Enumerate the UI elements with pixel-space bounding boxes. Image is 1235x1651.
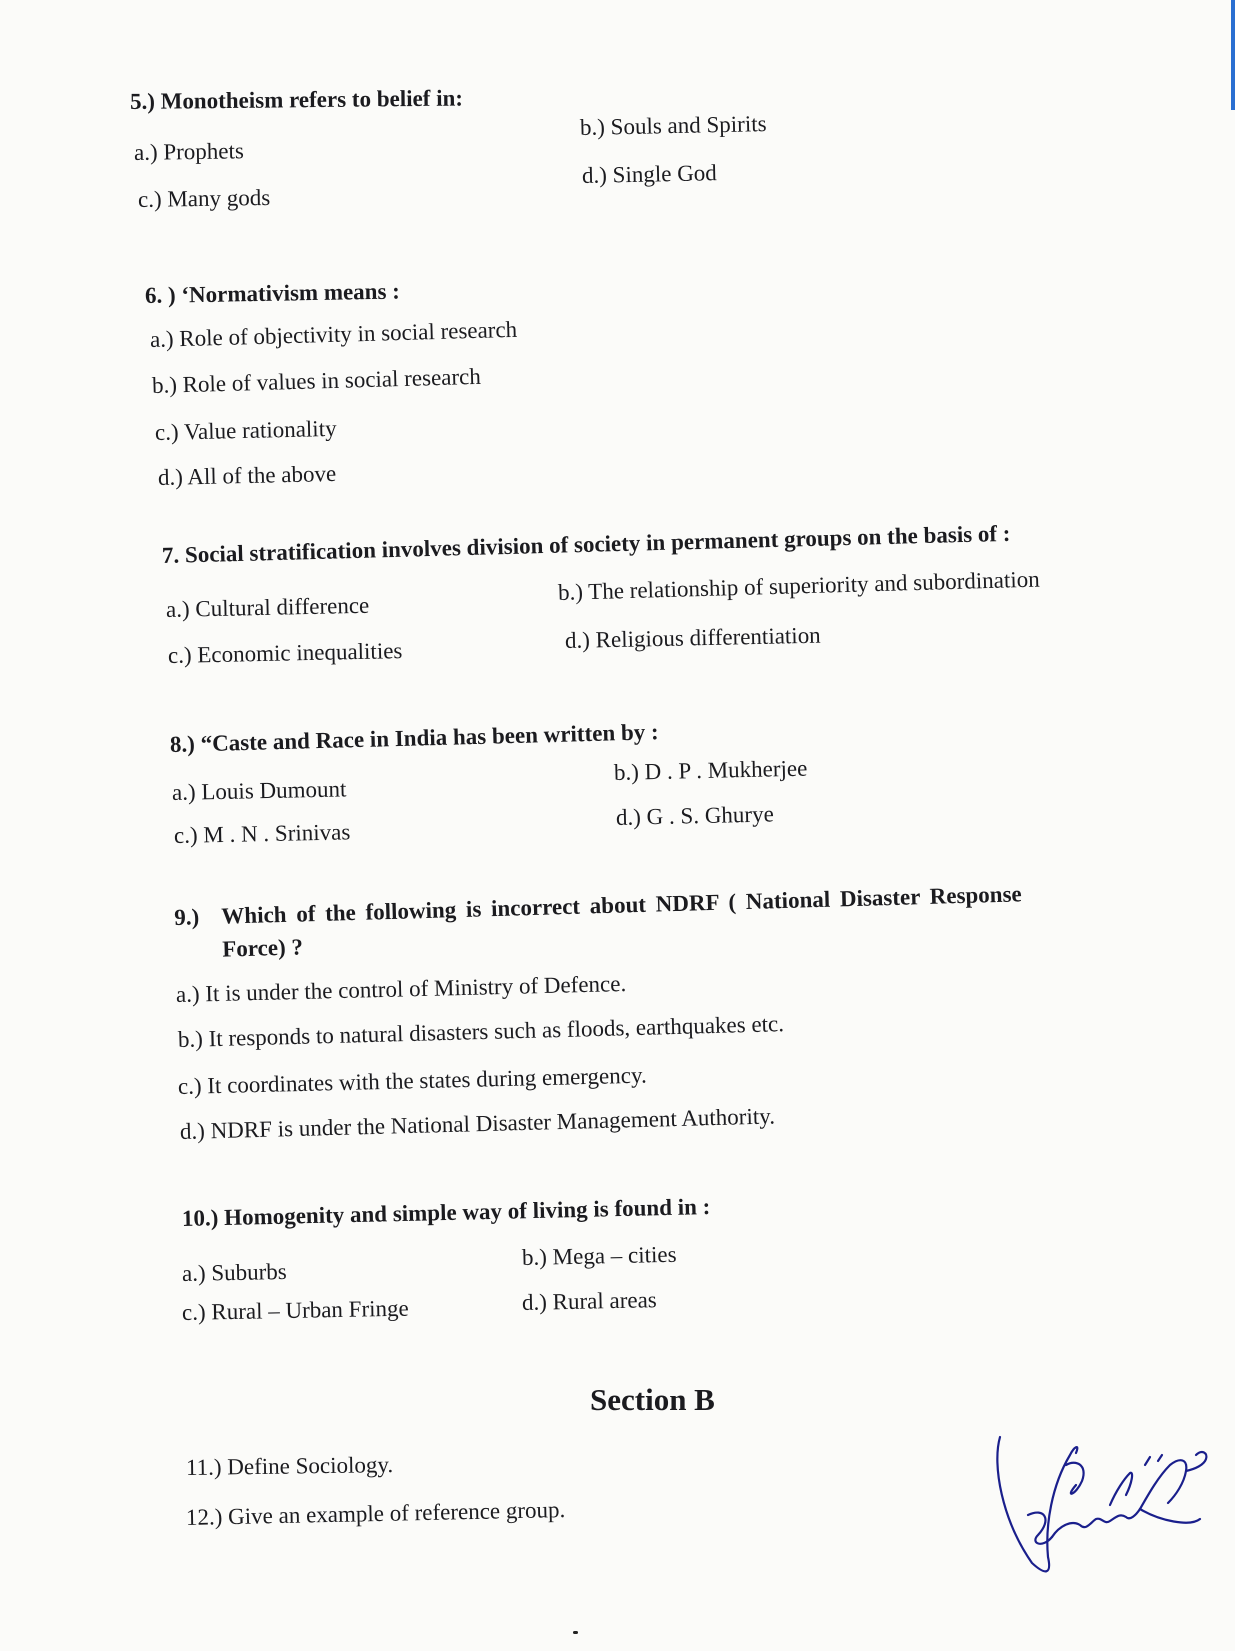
question-10-option-a: a.) Suburbs: [181, 1258, 287, 1286]
question-10-option-b: b.) Mega – cities: [521, 1241, 677, 1270]
question-5-option-b: b.) Souls and Spirits: [579, 111, 767, 140]
question-9-number: 9.): [174, 904, 200, 930]
question-5-option-a: a.) Prophets: [133, 138, 245, 165]
question-9-text-line-2: Force) ?: [221, 934, 304, 962]
section-b-title: Section B: [590, 1382, 715, 1417]
question-6: 6. ) ‘Normativism means :: [144, 278, 401, 308]
question-7: 7. Social stratification involves division of society in permanent groups on the basis of :: [161, 520, 1011, 568]
question-5-option-c: c.) Many gods: [137, 184, 271, 212]
question-6-option-c: c.) Value rationality: [154, 415, 337, 445]
question-8: 8.) “Caste and Race in India has been written by :: [169, 719, 659, 757]
question-9-option-d: d.) NDRF is under the National Disaster Management Authority.: [179, 1103, 776, 1144]
question-10-option-d: d.) Rural areas: [521, 1287, 657, 1315]
question-10: 10.) Homogenity and simple way of living is found in :: [181, 1194, 711, 1231]
question-8-option-d: d.) G . S. Ghurye: [615, 801, 775, 830]
question-7-option-b: b.) The relationship of superiority and subordination: [557, 566, 1040, 605]
question-9-option-b: b.) It responds to natural disasters such as floods, earthquakes etc.: [177, 1011, 785, 1052]
question-10-option-c: c.) Rural – Urban Fringe: [181, 1295, 409, 1325]
question-8-option-c: c.) M . N . Srinivas: [173, 819, 351, 848]
question-5-option-d: d.) Single God: [581, 160, 718, 188]
question-5: 5.) Monotheism refers to belief in:: [129, 85, 464, 114]
signature: [990, 1425, 1210, 1580]
question-7-option-c: c.) Economic inequalities: [167, 638, 403, 668]
question-8-option-a: a.) Louis Dumount: [171, 776, 347, 805]
question-11: 11.) Define Sociology.: [185, 1452, 394, 1480]
question-8-option-b: b.) D . P . Mukherjee: [613, 755, 808, 785]
question-12: 12.) Give an example of reference group.: [185, 1497, 566, 1530]
question-9-option-a: a.) It is under the control of Ministry of Defence.: [175, 971, 627, 1007]
question-6-option-d: d.) All of the above: [157, 460, 337, 490]
question-7-option-d: d.) Religious differentiation: [564, 622, 821, 653]
question-9-text-line-1: Which of the following is incorrect about NDRF ( National Disaster Response: [220, 881, 1023, 929]
page-edge-mark: [1231, 0, 1235, 110]
speck: [573, 1631, 578, 1634]
question-6-option-b: b.) Role of values in social research: [151, 363, 482, 398]
question-9-option-c: c.) It coordinates with the states during emergency.: [177, 1062, 647, 1099]
question-6-option-a: a.) Role of objectivity in social research: [149, 316, 518, 352]
question-7-option-a: a.) Cultural difference: [165, 592, 370, 622]
